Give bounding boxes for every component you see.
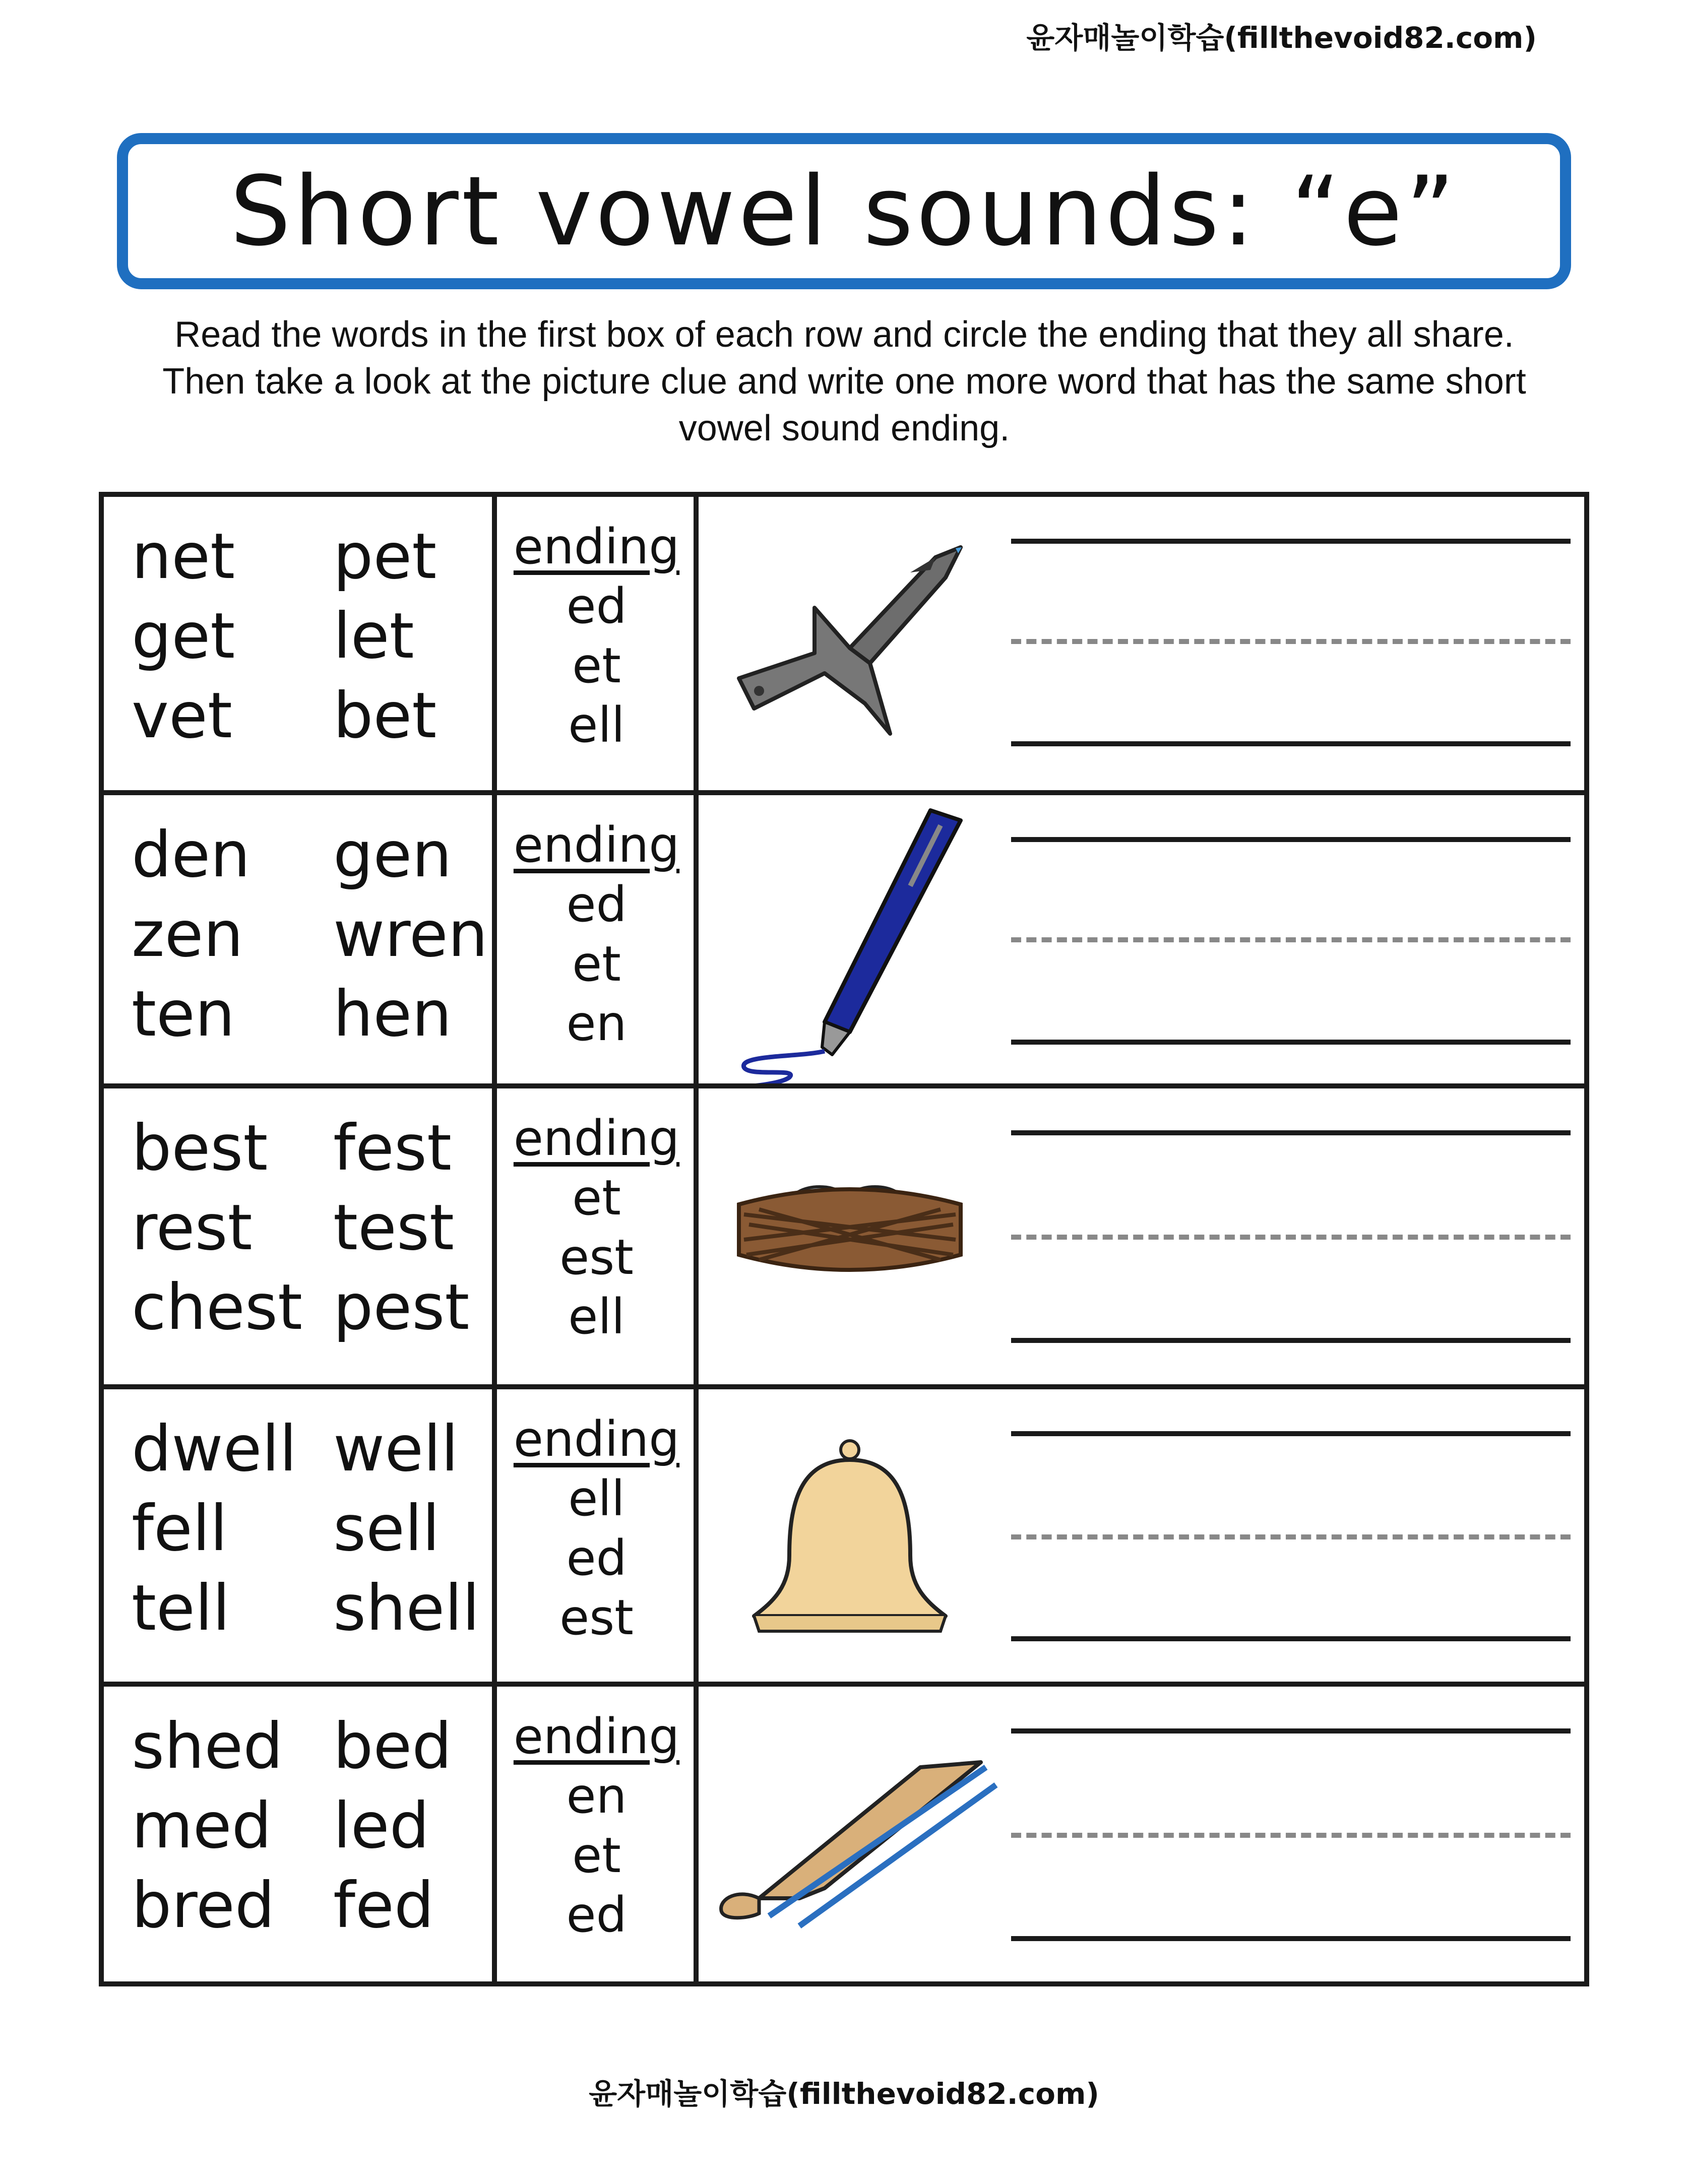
ending-choices bbox=[494, 1109, 699, 1346]
word: chest bbox=[132, 1271, 302, 1344]
word-list-left bbox=[132, 517, 235, 756]
top-guide-line bbox=[1011, 1431, 1571, 1436]
word-list-left bbox=[132, 815, 250, 1054]
base-guide-line bbox=[1011, 1040, 1571, 1045]
pen-icon bbox=[699, 795, 1001, 1088]
word-list-right bbox=[333, 517, 436, 756]
word: get bbox=[132, 600, 235, 673]
word: tell bbox=[132, 1572, 230, 1645]
ending-option[interactable]: est bbox=[559, 1589, 634, 1646]
base-guide-line bbox=[1011, 1338, 1571, 1343]
word: dwell bbox=[132, 1412, 297, 1486]
worksheet-grid bbox=[99, 492, 1589, 1986]
footer-credit: 윤자매놀이학습(fillthevoid82.com) bbox=[589, 2077, 1099, 2111]
instruction-line: vowel sound ending. bbox=[678, 408, 1010, 448]
word: pest bbox=[333, 1271, 470, 1344]
ending-heading: ending bbox=[513, 1708, 680, 1765]
nest-icon bbox=[699, 1088, 1001, 1389]
worksheet-row bbox=[104, 1682, 1584, 1986]
ending-option[interactable]: ed bbox=[566, 1530, 627, 1586]
ending-option[interactable]: est bbox=[559, 1229, 634, 1286]
base-guide-line bbox=[1011, 741, 1571, 746]
word: shell bbox=[333, 1572, 480, 1645]
word: net bbox=[132, 520, 235, 593]
ending-option[interactable]: et bbox=[572, 936, 621, 992]
title-box bbox=[117, 133, 1571, 289]
word: rest bbox=[132, 1191, 253, 1264]
middle-dashed-line bbox=[1011, 937, 1571, 942]
ending-option[interactable]: ell bbox=[568, 1470, 625, 1527]
word: pet bbox=[333, 520, 437, 593]
base-guide-line bbox=[1011, 1636, 1571, 1641]
ending-option[interactable]: et bbox=[572, 637, 621, 694]
word: best bbox=[132, 1112, 268, 1185]
ending-option[interactable]: ell bbox=[568, 697, 625, 753]
word: ten bbox=[132, 978, 235, 1051]
word-list-left bbox=[132, 1109, 302, 1347]
ending-choices bbox=[494, 815, 699, 1053]
word-list-right bbox=[333, 1409, 480, 1648]
word-list-right bbox=[333, 1707, 452, 1946]
worksheet-row bbox=[104, 1384, 1584, 1687]
instruction-line: Then take a look at the picture clue and write one more word that has the same short bbox=[162, 361, 1526, 402]
ending-heading: ending bbox=[513, 817, 680, 873]
ending-option[interactable]: ed bbox=[566, 876, 627, 933]
ending-choices bbox=[494, 1409, 699, 1647]
middle-dashed-line bbox=[1011, 1534, 1571, 1539]
ending-choices bbox=[494, 1707, 699, 1945]
word: bred bbox=[132, 1869, 275, 1942]
word: well bbox=[333, 1412, 459, 1486]
word: wren bbox=[333, 898, 488, 971]
worksheet-row bbox=[104, 790, 1584, 1088]
ending-heading: ending bbox=[513, 1110, 680, 1167]
word: bet bbox=[333, 679, 437, 752]
ending-option[interactable]: ell bbox=[568, 1289, 625, 1345]
page-title: Short vowel sounds: “e” bbox=[230, 155, 1458, 267]
middle-dashed-line bbox=[1011, 1833, 1571, 1838]
word-list-left bbox=[132, 1707, 283, 1946]
word: shed bbox=[132, 1710, 283, 1783]
word: vet bbox=[132, 679, 232, 752]
top-guide-line bbox=[1011, 837, 1571, 842]
word: med bbox=[132, 1789, 272, 1862]
top-guide-line bbox=[1011, 539, 1571, 544]
word: test bbox=[333, 1191, 455, 1264]
word-list-right bbox=[333, 1109, 469, 1347]
word: hen bbox=[333, 978, 452, 1051]
instruction-line: Read the words in the first box of each row and circle the ending that they all share. bbox=[174, 314, 1514, 355]
base-guide-line bbox=[1011, 1936, 1571, 1941]
top-guide-line bbox=[1011, 1728, 1571, 1733]
word: zen bbox=[132, 898, 243, 971]
word: sell bbox=[333, 1492, 440, 1565]
middle-dashed-line bbox=[1011, 639, 1571, 644]
ending-option[interactable]: et bbox=[572, 1170, 621, 1226]
word: bed bbox=[333, 1710, 452, 1783]
worksheet-row bbox=[104, 1083, 1584, 1389]
word: fest bbox=[333, 1112, 452, 1185]
worksheet-row bbox=[104, 497, 1584, 790]
sled-icon bbox=[699, 1687, 1001, 1986]
ending-option[interactable]: ed bbox=[566, 578, 627, 634]
ending-choices bbox=[494, 517, 699, 755]
top-guide-line bbox=[1011, 1130, 1571, 1135]
airplane-icon bbox=[699, 497, 1001, 790]
ending-option[interactable]: et bbox=[572, 1827, 621, 1884]
word: let bbox=[333, 600, 414, 673]
ending-heading: ending bbox=[513, 1411, 680, 1467]
header-credit: 윤자매놀이학습(fillthevoid82.com) bbox=[1026, 21, 1537, 55]
bell-icon bbox=[699, 1389, 1001, 1687]
ending-option[interactable]: en bbox=[566, 995, 627, 1052]
ending-heading: ending bbox=[513, 519, 680, 575]
word: led bbox=[333, 1789, 429, 1862]
instructions bbox=[101, 311, 1588, 452]
word: fell bbox=[132, 1492, 228, 1565]
word: gen bbox=[333, 818, 452, 891]
word-list-left bbox=[132, 1409, 297, 1648]
middle-dashed-line bbox=[1011, 1235, 1571, 1240]
word: den bbox=[132, 818, 251, 891]
ending-option[interactable]: en bbox=[566, 1768, 627, 1824]
word: fed bbox=[333, 1869, 434, 1942]
ending-option[interactable]: ed bbox=[566, 1887, 627, 1943]
word-list-right bbox=[333, 815, 488, 1054]
